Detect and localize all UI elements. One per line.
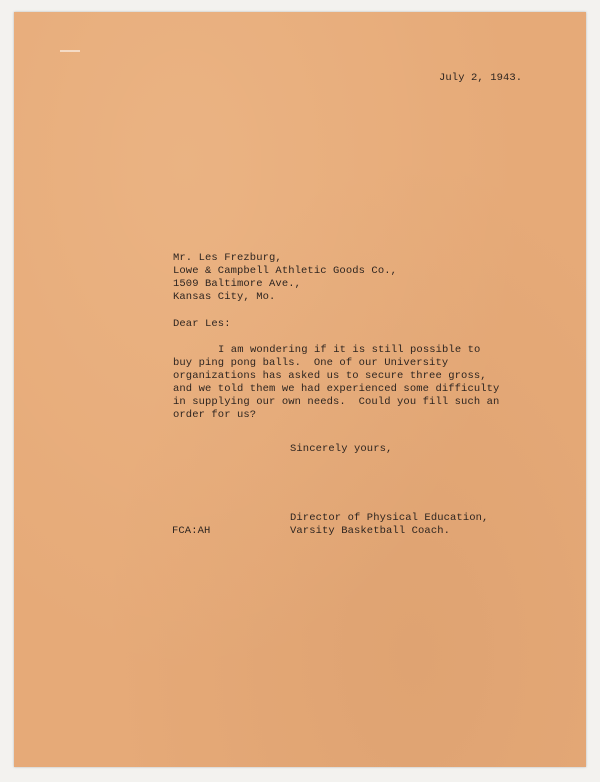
- body-line: I am wondering if it is still possible to: [218, 344, 481, 356]
- initials: FCA:AH: [172, 525, 211, 537]
- signature-title: Director of Physical Education,: [290, 512, 489, 524]
- recipient-street: 1509 Baltimore Ave.,: [173, 278, 302, 290]
- body-line: in supplying our own needs. Could you fill such an: [173, 396, 500, 408]
- paper-mark: [60, 50, 80, 52]
- body-line: order for us?: [173, 409, 257, 421]
- letter-page: [14, 12, 586, 767]
- letter-date: July 2, 1943.: [439, 72, 523, 84]
- recipient-name: Mr. Les Frezburg,: [173, 252, 282, 264]
- salutation: Dear Les:: [173, 318, 231, 330]
- body-line: buy ping pong balls. One of our University: [173, 357, 449, 369]
- closing: Sincerely yours,: [290, 443, 393, 455]
- recipient-city: Kansas City, Mo.: [173, 291, 276, 303]
- body-line: organizations has asked us to secure three gross,: [173, 370, 487, 382]
- signature-role: Varsity Basketball Coach.: [290, 525, 451, 537]
- body-line: and we told them we had experienced some difficulty: [173, 383, 500, 395]
- recipient-company: Lowe & Campbell Athletic Goods Co.,: [173, 265, 398, 277]
